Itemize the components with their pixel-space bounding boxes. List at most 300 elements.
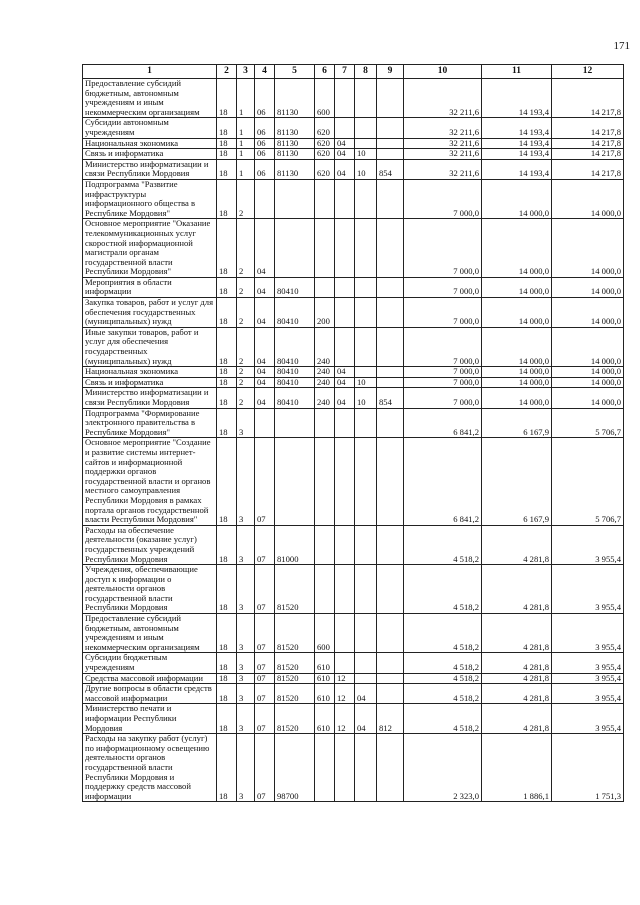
- code-cell: 07: [255, 614, 275, 653]
- code-cell: 18: [217, 298, 237, 328]
- amount-cell: 7 000,0: [404, 327, 482, 366]
- amount-cell: 4 518,2: [404, 684, 482, 704]
- code-cell: [335, 79, 355, 118]
- column-header: 6: [315, 65, 335, 79]
- code-cell: [355, 565, 377, 614]
- code-cell: 620: [315, 159, 335, 179]
- code-cell: 81000: [275, 525, 315, 564]
- code-cell: 18: [217, 614, 237, 653]
- code-cell: 3: [237, 614, 255, 653]
- code-cell: 240: [315, 377, 335, 388]
- amount-cell: 14 217,8: [552, 79, 624, 118]
- code-cell: 3: [237, 734, 255, 802]
- amount-cell: 4 281,8: [482, 684, 552, 704]
- amount-cell: 32 211,6: [404, 149, 482, 160]
- row-name-cell: Расходы на обеспечение деятельности (оказание услуг) государственных учреждений Республики Мордовия: [83, 525, 217, 564]
- amount-cell: 32 211,6: [404, 118, 482, 138]
- code-cell: 620: [315, 149, 335, 160]
- code-cell: [355, 614, 377, 653]
- amount-cell: 14 000,0: [482, 298, 552, 328]
- code-cell: [355, 367, 377, 378]
- code-cell: [355, 79, 377, 118]
- code-cell: 2: [237, 277, 255, 297]
- amount-cell: 7 000,0: [404, 179, 482, 218]
- row-name-cell: Министерство информатизации и связи Республики Мордовия: [83, 159, 217, 179]
- table-row: [83, 118, 624, 138]
- code-cell: 81520: [275, 704, 315, 734]
- code-cell: [275, 438, 315, 525]
- code-cell: 620: [315, 118, 335, 138]
- code-cell: 18: [217, 138, 237, 149]
- amount-cell: 32 211,6: [404, 159, 482, 179]
- column-header: 10: [404, 65, 482, 79]
- code-cell: [377, 277, 404, 297]
- code-cell: [335, 327, 355, 366]
- code-cell: 81520: [275, 614, 315, 653]
- amount-cell: 14 000,0: [552, 219, 624, 278]
- code-cell: [335, 118, 355, 138]
- code-cell: [335, 179, 355, 218]
- code-cell: 04: [255, 277, 275, 297]
- code-cell: [377, 149, 404, 160]
- amount-cell: 3 955,4: [552, 704, 624, 734]
- row-name-cell: Предоставление субсидий бюджетным, автономным учреждениям и иным некоммерческим организациям: [83, 79, 217, 118]
- code-cell: 3: [237, 673, 255, 684]
- code-cell: 06: [255, 149, 275, 160]
- amount-cell: 6 167,9: [482, 438, 552, 525]
- code-cell: 18: [217, 327, 237, 366]
- code-cell: 06: [255, 138, 275, 149]
- amount-cell: 1 751,3: [552, 734, 624, 802]
- column-header: 4: [255, 65, 275, 79]
- code-cell: [355, 653, 377, 673]
- amount-cell: 4 518,2: [404, 565, 482, 614]
- amount-cell: 3 955,4: [552, 684, 624, 704]
- amount-cell: 4 518,2: [404, 704, 482, 734]
- code-cell: [335, 653, 355, 673]
- code-cell: 2: [237, 367, 255, 378]
- row-name-cell: Мероприятия в области информации: [83, 277, 217, 297]
- code-cell: [377, 734, 404, 802]
- code-cell: [355, 734, 377, 802]
- table-row: [83, 525, 624, 564]
- amount-cell: 14 193,4: [482, 138, 552, 149]
- code-cell: [335, 565, 355, 614]
- amount-cell: 3 955,4: [552, 565, 624, 614]
- code-cell: 18: [217, 525, 237, 564]
- code-cell: 06: [255, 159, 275, 179]
- amount-cell: 6 167,9: [482, 408, 552, 438]
- code-cell: [377, 565, 404, 614]
- code-cell: 610: [315, 653, 335, 673]
- code-cell: 18: [217, 653, 237, 673]
- code-cell: 18: [217, 118, 237, 138]
- code-cell: 3: [237, 653, 255, 673]
- amount-cell: 14 217,8: [552, 159, 624, 179]
- code-cell: 06: [255, 118, 275, 138]
- amount-cell: 32 211,6: [404, 79, 482, 118]
- code-cell: [377, 138, 404, 149]
- amount-cell: 7 000,0: [404, 298, 482, 328]
- row-name-cell: Основное мероприятие "Создание и развитие системы интернет-сайтов и информационной поддержки органов государственной власти и органов местного самоуправления Республики Мордовия в рамках портала органов государственной власти Республики Мордовия": [83, 438, 217, 525]
- code-cell: [355, 118, 377, 138]
- code-cell: 07: [255, 438, 275, 525]
- code-cell: 07: [255, 653, 275, 673]
- code-cell: [355, 327, 377, 366]
- code-cell: 1: [237, 118, 255, 138]
- amount-cell: 32 211,6: [404, 138, 482, 149]
- code-cell: [355, 138, 377, 149]
- column-header: 11: [482, 65, 552, 79]
- code-cell: [275, 408, 315, 438]
- code-cell: [335, 734, 355, 802]
- amount-cell: 14 000,0: [482, 277, 552, 297]
- table-row: [83, 684, 624, 704]
- amount-cell: 6 841,2: [404, 438, 482, 525]
- code-cell: [377, 438, 404, 525]
- code-cell: [377, 79, 404, 118]
- amount-cell: 3 955,4: [552, 653, 624, 673]
- amount-cell: 4 281,8: [482, 673, 552, 684]
- table-row: [83, 298, 624, 328]
- code-cell: [335, 438, 355, 525]
- amount-cell: 14 193,4: [482, 79, 552, 118]
- code-cell: 98700: [275, 734, 315, 802]
- code-cell: 81130: [275, 118, 315, 138]
- code-cell: [315, 734, 335, 802]
- code-cell: 600: [315, 79, 335, 118]
- code-cell: 81130: [275, 159, 315, 179]
- amount-cell: 7 000,0: [404, 219, 482, 278]
- code-cell: 04: [335, 377, 355, 388]
- code-cell: 1: [237, 159, 255, 179]
- row-name-cell: Национальная экономика: [83, 367, 217, 378]
- table-row: [83, 388, 624, 408]
- code-cell: 240: [315, 367, 335, 378]
- code-cell: 81520: [275, 684, 315, 704]
- amount-cell: 3 955,4: [552, 525, 624, 564]
- code-cell: [377, 377, 404, 388]
- table-body: [83, 79, 624, 802]
- table-row: [83, 159, 624, 179]
- code-cell: 3: [237, 684, 255, 704]
- row-name-cell: Министерство печати и информации Республики Мордовия: [83, 704, 217, 734]
- code-cell: 04: [335, 388, 355, 408]
- amount-cell: 7 000,0: [404, 367, 482, 378]
- amount-cell: 5 706,7: [552, 438, 624, 525]
- code-cell: 18: [217, 684, 237, 704]
- code-cell: 3: [237, 565, 255, 614]
- code-cell: 07: [255, 525, 275, 564]
- column-header: 9: [377, 65, 404, 79]
- code-cell: 04: [335, 138, 355, 149]
- amount-cell: 4 518,2: [404, 673, 482, 684]
- amount-cell: 7 000,0: [404, 377, 482, 388]
- column-header: 1: [83, 65, 217, 79]
- code-cell: 80410: [275, 277, 315, 297]
- code-cell: 18: [217, 367, 237, 378]
- code-cell: 10: [355, 377, 377, 388]
- code-cell: [377, 653, 404, 673]
- code-cell: 04: [335, 149, 355, 160]
- amount-cell: 3 955,4: [552, 614, 624, 653]
- table-row: [83, 438, 624, 525]
- code-cell: 81130: [275, 149, 315, 160]
- code-cell: 600: [315, 614, 335, 653]
- code-cell: 620: [315, 138, 335, 149]
- amount-cell: 14 000,0: [552, 388, 624, 408]
- code-cell: [377, 118, 404, 138]
- amount-cell: 4 518,2: [404, 614, 482, 653]
- code-cell: 18: [217, 219, 237, 278]
- code-cell: [315, 408, 335, 438]
- code-cell: [335, 219, 355, 278]
- code-cell: 18: [217, 704, 237, 734]
- row-name-cell: Иные закупки товаров, работ и услуг для обеспечения государственных (муниципальных) нужд: [83, 327, 217, 366]
- code-cell: [377, 408, 404, 438]
- code-cell: 18: [217, 673, 237, 684]
- code-cell: 610: [315, 673, 335, 684]
- row-name-cell: Средства массовой информации: [83, 673, 217, 684]
- table-row: [83, 327, 624, 366]
- code-cell: 81520: [275, 673, 315, 684]
- code-cell: 3: [237, 704, 255, 734]
- row-name-cell: Подпрограмма "Развитие инфраструктуры информационного общества в Республике Мордовия": [83, 179, 217, 218]
- table-row: [83, 219, 624, 278]
- amount-cell: 14 000,0: [482, 327, 552, 366]
- code-cell: [255, 179, 275, 218]
- code-cell: 1: [237, 149, 255, 160]
- code-cell: 854: [377, 159, 404, 179]
- code-cell: 2: [237, 377, 255, 388]
- code-cell: 80410: [275, 388, 315, 408]
- code-cell: [315, 179, 335, 218]
- code-cell: 80410: [275, 298, 315, 328]
- column-header: 12: [552, 65, 624, 79]
- code-cell: 04: [255, 219, 275, 278]
- amount-cell: 14 217,8: [552, 149, 624, 160]
- code-cell: 18: [217, 79, 237, 118]
- amount-cell: 4 281,8: [482, 704, 552, 734]
- amount-cell: 14 000,0: [482, 377, 552, 388]
- page-number: 171: [613, 40, 630, 52]
- row-name-cell: Расходы на закупку работ (услуг) по информационному освещению деятельности органов государственной власти Республики Мордовия и поддержку средств массовой информации: [83, 734, 217, 802]
- table-row: [83, 565, 624, 614]
- code-cell: 04: [255, 367, 275, 378]
- code-cell: 12: [335, 673, 355, 684]
- column-header: 2: [217, 65, 237, 79]
- code-cell: 81520: [275, 565, 315, 614]
- code-cell: [377, 179, 404, 218]
- row-name-cell: Закупка товаров, работ и услуг для обеспечения государственных (муниципальных) нужд: [83, 298, 217, 328]
- code-cell: [377, 219, 404, 278]
- code-cell: [275, 219, 315, 278]
- table-row: [83, 79, 624, 118]
- code-cell: 06: [255, 79, 275, 118]
- code-cell: [335, 277, 355, 297]
- code-cell: 18: [217, 565, 237, 614]
- code-cell: [355, 525, 377, 564]
- code-cell: [315, 565, 335, 614]
- code-cell: [315, 525, 335, 564]
- row-name-cell: Субсидии бюджетным учреждениям: [83, 653, 217, 673]
- table-row: [83, 704, 624, 734]
- code-cell: [275, 179, 315, 218]
- amount-cell: 4 281,8: [482, 565, 552, 614]
- code-cell: 240: [315, 388, 335, 408]
- code-cell: [355, 673, 377, 684]
- table-row: [83, 653, 624, 673]
- code-cell: [335, 525, 355, 564]
- code-cell: 18: [217, 388, 237, 408]
- amount-cell: 14 193,4: [482, 118, 552, 138]
- code-cell: 07: [255, 734, 275, 802]
- code-cell: 04: [355, 704, 377, 734]
- amount-cell: 14 000,0: [482, 179, 552, 218]
- code-cell: 1: [237, 138, 255, 149]
- amount-cell: 14 000,0: [552, 179, 624, 218]
- code-cell: 80410: [275, 367, 315, 378]
- code-cell: [377, 673, 404, 684]
- code-cell: [315, 277, 335, 297]
- code-cell: 04: [335, 159, 355, 179]
- code-cell: 18: [217, 734, 237, 802]
- code-cell: [355, 438, 377, 525]
- code-cell: 3: [237, 408, 255, 438]
- code-cell: [377, 367, 404, 378]
- table-row: [83, 277, 624, 297]
- code-cell: 2: [237, 298, 255, 328]
- amount-cell: 7 000,0: [404, 277, 482, 297]
- amount-cell: 14 000,0: [552, 327, 624, 366]
- code-cell: 12: [335, 704, 355, 734]
- row-name-cell: Предоставление субсидий бюджетным, автономным учреждениям и иным некоммерческим организациям: [83, 614, 217, 653]
- code-cell: 3: [237, 438, 255, 525]
- code-cell: [335, 614, 355, 653]
- code-cell: 2: [237, 179, 255, 218]
- amount-cell: 4 281,8: [482, 614, 552, 653]
- code-cell: 12: [335, 684, 355, 704]
- code-cell: 812: [377, 704, 404, 734]
- code-cell: 04: [355, 684, 377, 704]
- code-cell: 854: [377, 388, 404, 408]
- table-row: [83, 408, 624, 438]
- row-name-cell: Учреждения, обеспечивающие доступ к информации о деятельности органов государственной власти Республики Мордовия: [83, 565, 217, 614]
- column-header: 7: [335, 65, 355, 79]
- code-cell: [255, 408, 275, 438]
- code-cell: [335, 298, 355, 328]
- column-header: 3: [237, 65, 255, 79]
- code-cell: [377, 684, 404, 704]
- code-cell: 10: [355, 159, 377, 179]
- amount-cell: 14 193,4: [482, 159, 552, 179]
- amount-cell: 4 518,2: [404, 653, 482, 673]
- code-cell: 04: [255, 377, 275, 388]
- row-name-cell: Национальная экономика: [83, 138, 217, 149]
- code-cell: 18: [217, 179, 237, 218]
- code-cell: 18: [217, 408, 237, 438]
- code-cell: 07: [255, 704, 275, 734]
- row-name-cell: Связь и информатика: [83, 377, 217, 388]
- table-row: [83, 734, 624, 802]
- code-cell: 04: [255, 388, 275, 408]
- header-row: [83, 65, 624, 79]
- amount-cell: 14 217,8: [552, 118, 624, 138]
- amount-cell: 5 706,7: [552, 408, 624, 438]
- code-cell: 200: [315, 298, 335, 328]
- table-row: [83, 367, 624, 378]
- code-cell: 10: [355, 149, 377, 160]
- code-cell: 04: [255, 327, 275, 366]
- amount-cell: 4 518,2: [404, 525, 482, 564]
- code-cell: 80410: [275, 327, 315, 366]
- column-header: 8: [355, 65, 377, 79]
- code-cell: [315, 219, 335, 278]
- amount-cell: 3 955,4: [552, 673, 624, 684]
- code-cell: 18: [217, 159, 237, 179]
- code-cell: [377, 327, 404, 366]
- amount-cell: 14 193,4: [482, 149, 552, 160]
- code-cell: 07: [255, 684, 275, 704]
- table-row: [83, 614, 624, 653]
- amount-cell: 14 000,0: [552, 377, 624, 388]
- amount-cell: 1 886,1: [482, 734, 552, 802]
- budget-table: [82, 64, 624, 802]
- code-cell: 10: [355, 388, 377, 408]
- code-cell: 07: [255, 565, 275, 614]
- code-cell: 04: [255, 298, 275, 328]
- table-row: [83, 673, 624, 684]
- code-cell: [355, 298, 377, 328]
- code-cell: 2: [237, 388, 255, 408]
- amount-cell: 14 000,0: [552, 277, 624, 297]
- row-name-cell: Связь и информатика: [83, 149, 217, 160]
- column-header: 5: [275, 65, 315, 79]
- table-row: [83, 179, 624, 218]
- code-cell: [355, 219, 377, 278]
- row-name-cell: Другие вопросы в области средств массовой информации: [83, 684, 217, 704]
- code-cell: 1: [237, 79, 255, 118]
- amount-cell: 14 000,0: [482, 388, 552, 408]
- row-name-cell: Субсидии автономным учреждениям: [83, 118, 217, 138]
- code-cell: 18: [217, 438, 237, 525]
- row-name-cell: Основное мероприятие "Оказание телекоммуникационных услуг скоростной информационной магистрали органам государственной власти Республики Мордовия": [83, 219, 217, 278]
- amount-cell: 2 323,0: [404, 734, 482, 802]
- code-cell: 18: [217, 277, 237, 297]
- code-cell: 2: [237, 219, 255, 278]
- code-cell: 18: [217, 377, 237, 388]
- row-name-cell: Подпрограмма "Формирование электронного правительства в Республике Мордовия": [83, 408, 217, 438]
- code-cell: 3: [237, 525, 255, 564]
- amount-cell: 14 217,8: [552, 138, 624, 149]
- code-cell: [315, 438, 335, 525]
- amount-cell: 6 841,2: [404, 408, 482, 438]
- amount-cell: 4 281,8: [482, 653, 552, 673]
- amount-cell: 14 000,0: [552, 367, 624, 378]
- amount-cell: 14 000,0: [482, 219, 552, 278]
- code-cell: [355, 179, 377, 218]
- amount-cell: 7 000,0: [404, 388, 482, 408]
- amount-cell: 4 281,8: [482, 525, 552, 564]
- code-cell: 81130: [275, 138, 315, 149]
- code-cell: [377, 614, 404, 653]
- code-cell: 610: [315, 684, 335, 704]
- code-cell: 240: [315, 327, 335, 366]
- code-cell: [377, 525, 404, 564]
- amount-cell: 14 000,0: [482, 367, 552, 378]
- code-cell: 81520: [275, 653, 315, 673]
- code-cell: 07: [255, 673, 275, 684]
